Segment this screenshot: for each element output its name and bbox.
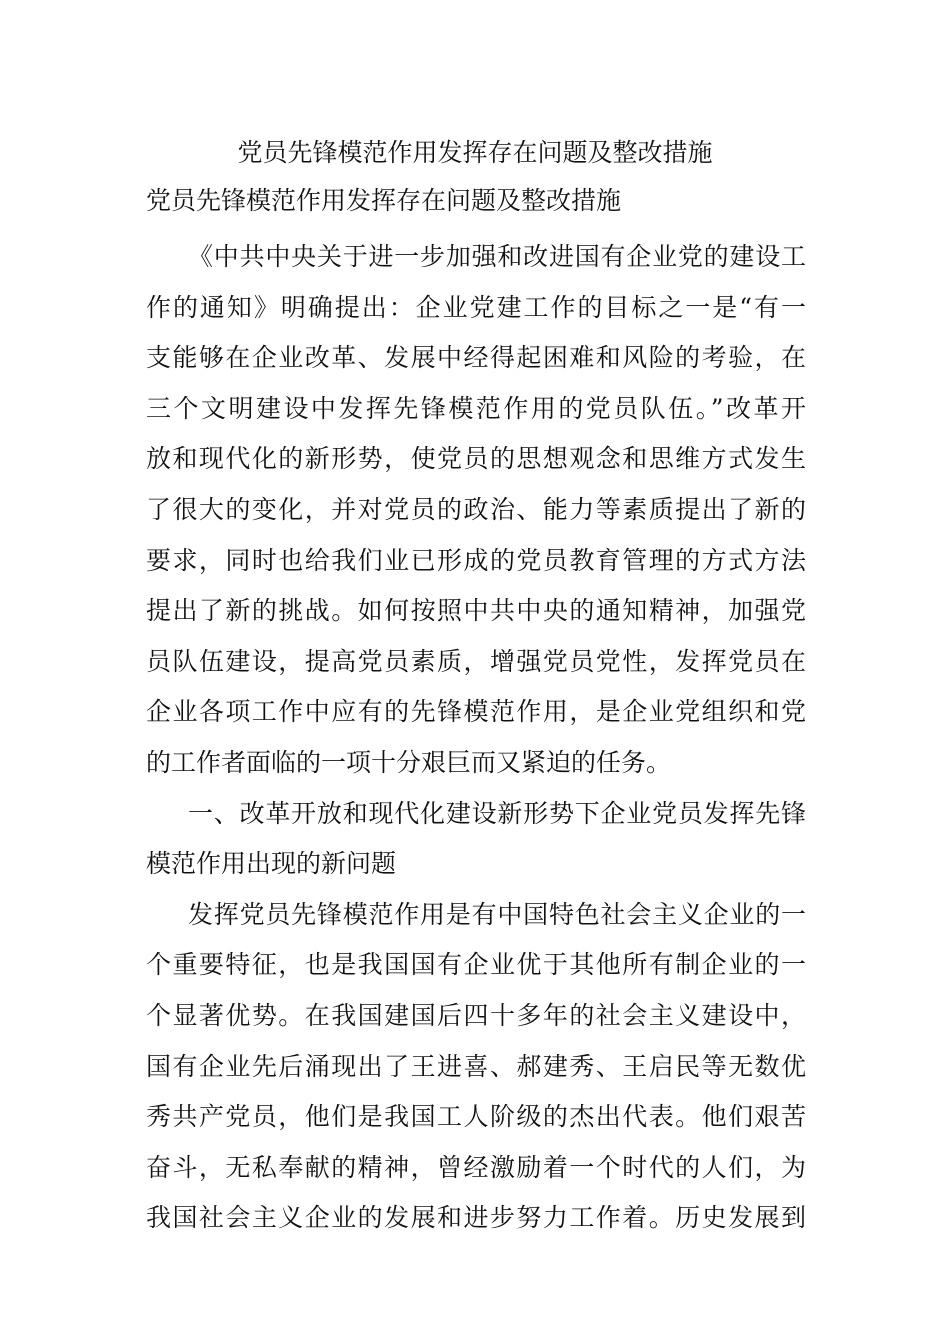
section-heading-one [146, 789, 806, 890]
text-line: 企业各项工作中应有的先锋模范作用，是企业党组织和党 [146, 697, 806, 727]
text-line: 三个文明建设中发挥先锋模范作用的党员队伍。”改革开 [146, 393, 806, 423]
text-line: 国有企业先后涌现出了王进喜、郝建秀、王启民等无数优 [146, 1051, 806, 1081]
text-line: 秀共产党员，他们是我国工人阶级的杰出代表。他们艰苦 [146, 1102, 806, 1132]
text-line: 模范作用出现的新问题 [146, 849, 397, 879]
paragraph-intro [146, 232, 806, 789]
text-line: 我国社会主义企业的发展和进步努力工作着。历史发展到 [146, 1203, 806, 1233]
document-body [146, 232, 806, 1244]
text-line: 了很大的变化，并对党员的政治、能力等素质提出了新的 [146, 494, 806, 524]
paragraph-section-one [146, 890, 806, 1244]
text-line: 作的通知》明确提出：企业党建工作的目标之一是“有一 [146, 292, 806, 322]
document-title: 党员先锋模范作用发挥存在问题及整改措施 [237, 138, 713, 167]
text-line: 放和现代化的新形势，使党员的思想观念和思维方式发生 [146, 444, 806, 474]
text-line: 一、改革开放和现代化建设新形势下企业党员发挥先锋 [188, 798, 806, 828]
document-heading: 党员先锋模范作用发挥存在问题及整改措施 [146, 186, 622, 215]
text-line: 《中共中央关于进一步加强和改进国有企业党的建设工 [188, 242, 806, 271]
text-line: 个重要特征，也是我国国有企业优于其他所有制企业的一 [146, 950, 806, 980]
text-line: 支能够在企业改革、发展中经得起困难和风险的考验，在 [146, 343, 806, 373]
text-line: 提出了新的挑战。如何按照中共中央的通知精神，加强党 [146, 596, 806, 626]
text-line: 发挥党员先锋模范作用是有中国特色社会主义企业的一 [188, 899, 806, 929]
text-line: 奋斗，无私奉献的精神，曾经激励着一个时代的人们，为 [146, 1152, 806, 1182]
text-line: 员队伍建设，提高党员素质，增强党员党性，发挥党员在 [146, 646, 806, 676]
text-line: 要求，同时也给我们业已形成的党员教育管理的方式方法 [146, 545, 806, 575]
text-line: 个显著优势。在我国建国后四十多年的社会主义建设中， [146, 1000, 806, 1030]
text-line: 的工作者面临的一项十分艰巨而又紧迫的任务。 [146, 747, 672, 777]
